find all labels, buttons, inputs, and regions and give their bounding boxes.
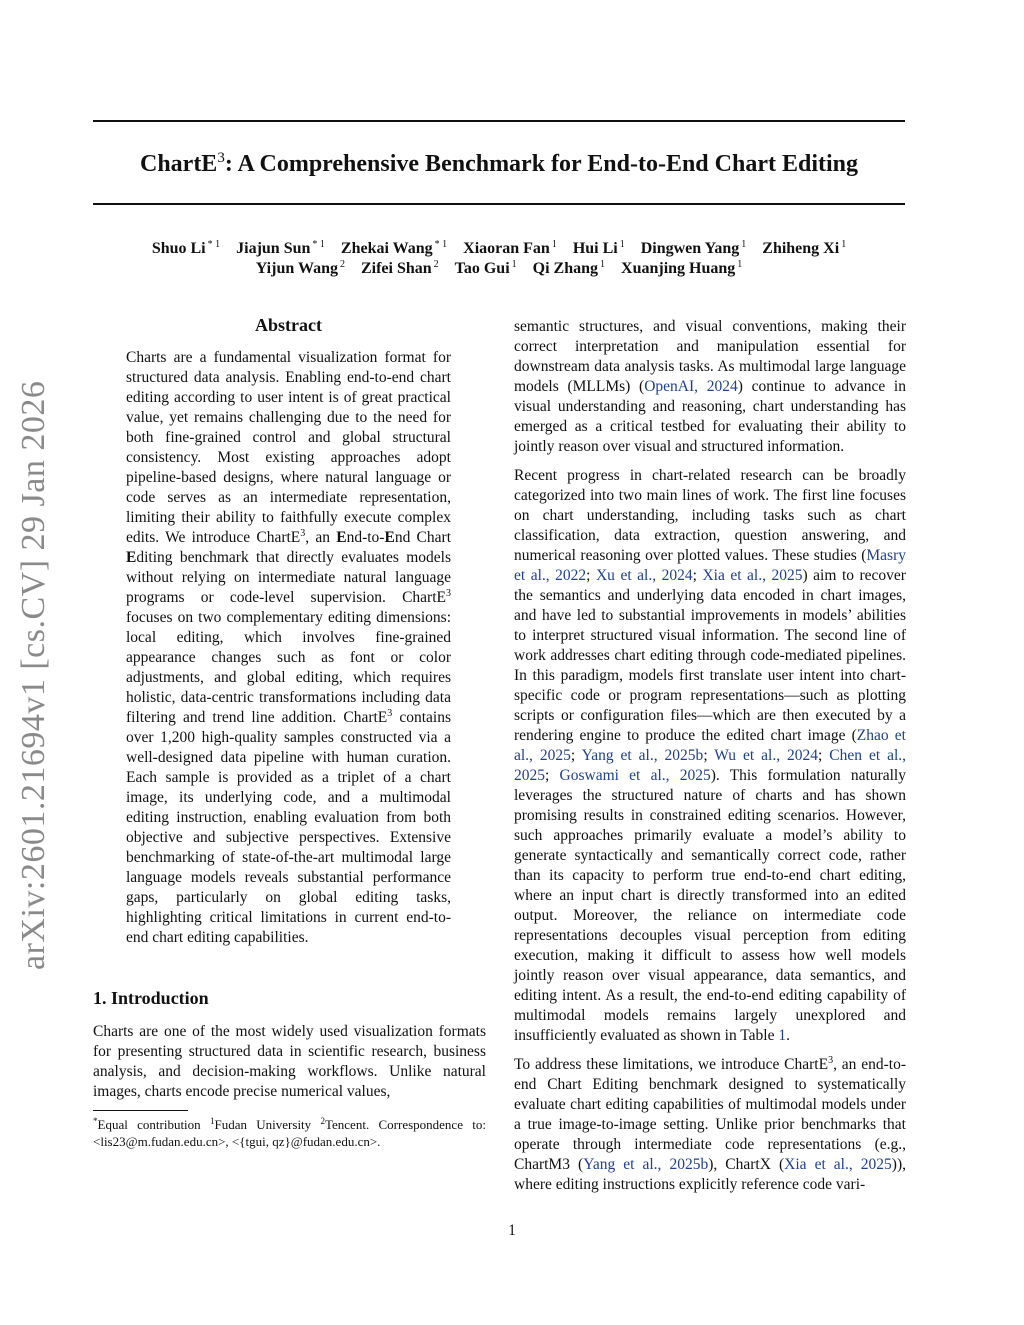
citation-link[interactable]: Yang et al., 2025b <box>581 747 704 764</box>
body-paragraph: To address these limitations, we introduce ChartE$^3$, an end-to-end Chart Editing benchmark designed to systematically evaluate chart editing capabilities of multimodal models under a true image-to-image setting. Unlike prior benchmarks that operate through intermediate code representations (e.g., ChartM3 (Yang et al., 2025b), ChartX (Xia et al., 2025)), where editing instructions explicitly reference code vari- <box>514 1055 906 1193</box>
section-heading-introduction: 1. Introduction <box>93 988 209 1008</box>
author: Zhekai Wang $^{* 1}$ <box>340 239 448 257</box>
title-rest: : A Comprehensive Benchmark for End-to-End Chart Editing <box>224 151 859 177</box>
citation-link[interactable]: Yang et al., 2025b <box>583 1156 709 1173</box>
citation-link[interactable]: Xu et al., 2024 <box>595 567 693 584</box>
citation-link[interactable]: Wu et al., 2024 <box>714 747 819 764</box>
abstract-body <box>126 348 451 948</box>
footnote-rule <box>93 1110 188 1111</box>
table-reference-link[interactable]: 1 <box>778 1027 787 1044</box>
citation-link[interactable]: Zhao et al., 2025 <box>514 727 906 764</box>
citation-link[interactable]: Goswami et al., 2025 <box>559 767 711 784</box>
body-paragraph: semantic structures, and visual conventions, making their correct interpretation and manipulation essential for downstream data analysis tasks. As multimodal large language models (MLLMs) (OpenAI, 2024) continue to advance in visual understanding and reasoning, chart understanding has emerged as a critical testbed for evaluating their ability to jointly reason over visual and structured information. <box>514 318 906 455</box>
author: Xiaoran Fan $^1$ <box>463 239 557 257</box>
abstract-heading: Abstract <box>255 315 322 335</box>
author: Xuanjing Huang $^1$ <box>621 259 743 277</box>
footnote: *Equal contribution $^1$Fudan University $^2$Tencent. Correspondence to: <lis23@m.fudan.edu.cn>, <{tgui, qz}@fudan.edu.cn>. <box>93 1116 486 1149</box>
citation-link[interactable]: Chen et al., 2025 <box>514 747 907 784</box>
arxiv-stamp: arXiv:2601.21694v1 [cs.CV] 29 Jan 2026 <box>15 380 52 970</box>
intro-paragraph: Charts are one of the most widely used visualization formats for presenting structured data in scientific research, business analysis, and decision-making workflows. Unlike natural images, charts encode precise numerical values, <box>93 1023 486 1100</box>
body-paragraph: Recent progress in chart-related research can be broadly categorized into two main lines of work. The first line focuses on chart understanding, including tasks such as chart classification, data extraction, question answering, and numerical reasoning over plotted values. These studies (Masry et al., 2022; Xu et al., 2024; Xia et al., 2025) aim to recover the semantics and underlying data encoded in chart images, and have led to substantial improvements in models’ abilities to interpret structured visual information. The second line of work addresses chart editing through code-mediated pipelines. In this paradigm, models first translate user intent into chart-specific code or program representations—such as plotting scripts or configuration files—which are then executed by a rendering engine to produce the edited chart image (Zhao et al., 2025; Yang et al., 2025b; Wu et al., 2024; Chen et al., 2025; Goswami et al., 2025). This formulation naturally leverages the structured nature of charts and has shown promising results in constrained editing scenarios. However, such approaches primarily evaluate a model’s ability to generate syntactically and semantically correct code, rather than its capacity to perform true end-to-end chart editing, where an input chart is directly transformed into an edited output. Moreover, the reliance on intermediate code representations decouples visual perception from editing execution, making it difficult to assess how well models jointly reason over visual appearance, data semantics, and editing intent. As a result, the end-to-end editing capability of multimodal models remains largely unexplored and insufficiently evaluated as shown in Table 1. <box>514 467 907 1044</box>
citation-link[interactable]: Xia et al., 2025 <box>702 567 803 584</box>
author: Zifei Shan $^2$ <box>360 259 439 277</box>
author: Hui Li $^1$ <box>572 239 625 257</box>
title-bottom-rule <box>93 203 905 205</box>
title-top-rule <box>93 120 905 122</box>
authors-line-1 <box>93 239 905 259</box>
author: Dingwen Yang $^1$ <box>640 239 747 257</box>
author: Shuo Li $^{* 1}$ <box>151 239 221 257</box>
citation-link[interactable]: Xia et al., 2025 <box>784 1156 892 1173</box>
author: Tao Gui $^1$ <box>454 259 517 277</box>
right-column <box>514 317 906 1195</box>
authors-line-2 <box>93 259 905 279</box>
citation-link[interactable]: Masry et al., 2022 <box>514 547 906 584</box>
author: Qi Zhang $^1$ <box>532 259 606 277</box>
author: Zhiheng Xi $^1$ <box>762 239 847 257</box>
paper-title <box>93 150 905 178</box>
title-prefix: ChartE <box>139 151 218 177</box>
citation-link[interactable]: OpenAI, 2024 <box>644 378 738 395</box>
page-number: 1 <box>508 1222 516 1239</box>
author: Yijun Wang $^2$ <box>255 259 345 277</box>
title-superscript: 3 <box>217 150 225 166</box>
abstract-paragraph: Charts are a fundamental visualization format for structured data analysis. Enabling end-to-end chart editing according to user intent is of great practical value, yet remains challenging due to the need for both fine-grained control and global structural consistency. Most existing approaches adopt pipeline-based designs, where natural language or code serves as an intermediate representation, limiting their ability to faithfully execute complex edits. We introduce ChartE$^3$, an End-to-End Chart Editing benchmark that directly evaluates models without relying on intermediate natural language programs or code-level supervision. ChartE$^3$ focuses on two complementary editing dimensions: local editing, which involves fine-grained appearance changes such as font or color adjustments, and global editing, which requires holistic, data-centric transformations including data filtering and trend line addition. ChartE$^3$ contains over 1,200 high-quality samples constructed via a well-designed data pipeline with human curation. Each sample is provided as a triplet of a chart image, its underlying code, and a multimodal editing instruction, enabling evaluation from both objective and subjective perspectives. Extensive benchmarking of state-of-the-art multimodal large language models reveals substantial performance gaps, particularly on global editing tasks, highlighting critical limitations in current end-to-end chart editing capabilities. <box>126 349 451 946</box>
author: Jiajun Sun $^{* 1}$ <box>236 239 325 257</box>
